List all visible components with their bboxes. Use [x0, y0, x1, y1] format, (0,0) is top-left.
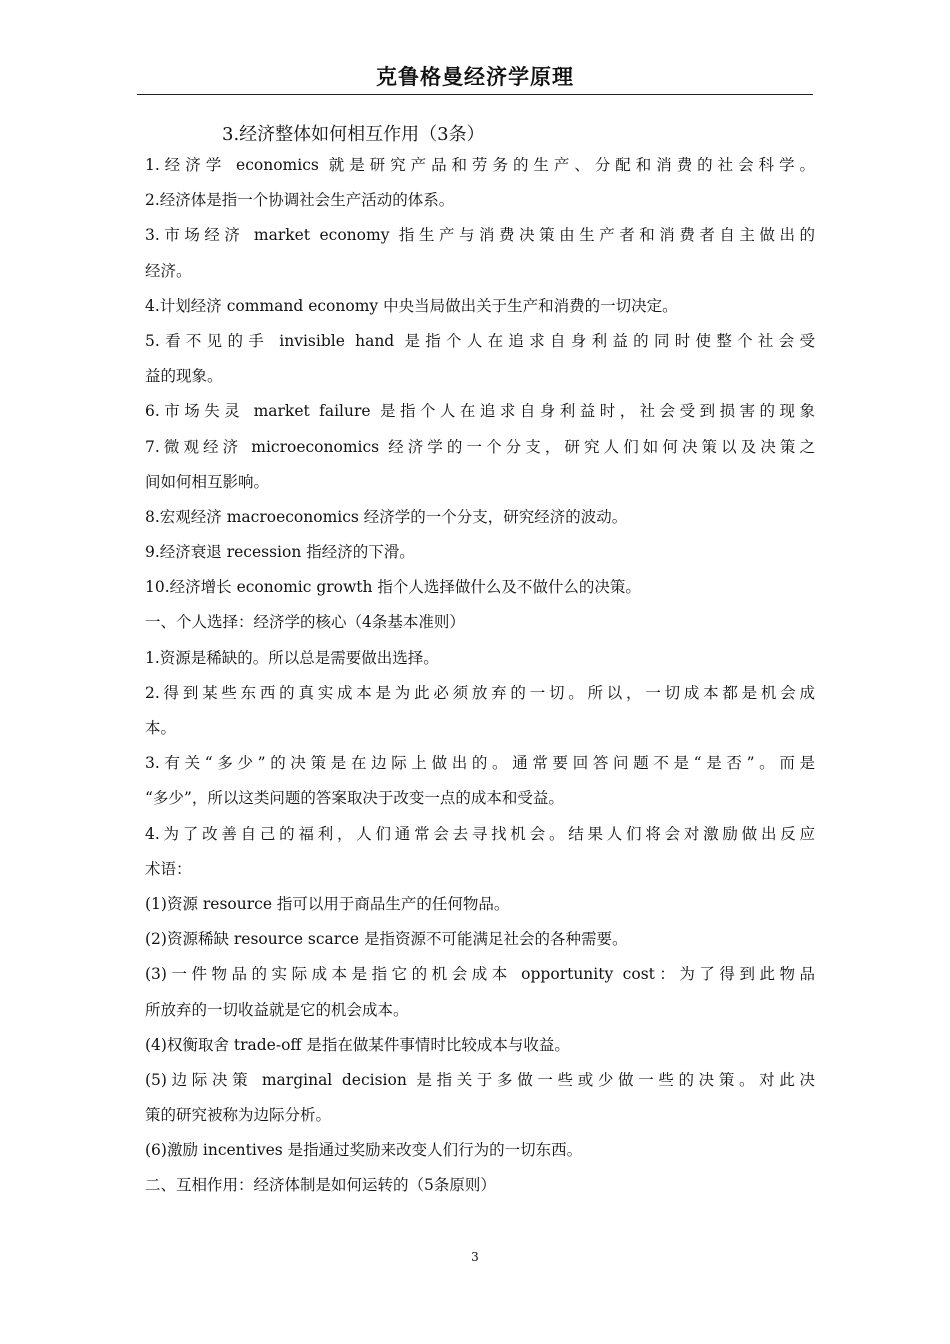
section-heading: 3.经济整体如何相互作用（3条） [222, 124, 485, 145]
document-body [145, 148, 815, 1204]
paragraph-line: 5.看不见的手 invisible hand 是指个人在追求自身利益的同时使整个社会受 [145, 331, 815, 350]
paragraph-line: 9.经济衰退 recession 指经济的下滑。 [145, 543, 415, 562]
paragraph-line: 间如何相互影响。 [145, 472, 270, 491]
paragraph-line: 2.经济体是指一个协调社会生产活动的体系。 [145, 191, 455, 210]
paragraph-line: 4.为了改善自己的福利，人们通常会去寻找机会。结果人们将会对激励做出反应 [145, 824, 815, 843]
paragraph-line: 10.经济增长 economic growth 指个人选择做什么及不做什么的决策。 [145, 578, 641, 597]
document-header-title: 克鲁格曼经济学原理 [376, 65, 574, 89]
paragraph-line: 所放弃的一切收益就是它的机会成本。 [145, 1000, 409, 1019]
paragraph-line: 7.微观经济 microeconomics 经济学的一个分支，研究人们如何决策以及决策之 [145, 437, 815, 456]
paragraph-line: (3)一件物品的实际成本是指它的机会成本 opportunity cost：为了得到此物品 [145, 965, 815, 984]
paragraph-line: 1.经济学 economics 就是研究产品和劳务的生产、分配和消费的社会科学。 [145, 156, 815, 174]
paragraph-line: 3.有关“多少”的决策是在边际上做出的。通常要回答问题不是“是否”。而是 [145, 754, 815, 773]
paragraph-line: 4.计划经济 command economy 中央当局做出关于生产和消费的一切决定。 [145, 296, 678, 315]
paragraph-line: 1.资源是稀缺的。所以总是需要做出选择。 [145, 648, 439, 667]
paragraph-line: 术语： [145, 859, 192, 878]
paragraph-line: (6)激励 incentives 是指通过奖励来改变人们行为的一切东西。 [145, 1141, 583, 1160]
paragraph-line: 6.市场失灵 market failure 是指个人在追求自身利益时，社会受到损害的现象 [145, 402, 815, 421]
paragraph-line: 策的研究被称为边际分析。 [145, 1106, 332, 1125]
paragraph-line: 益的现象。 [145, 367, 223, 386]
paragraph-line: 3.市场经济 market economy 指生产与消费决策由生产者和消费者自主做出的 [145, 226, 815, 245]
paragraph-line: “多少”，所以这类问题的答案取决于改变一点的成本和受益。 [145, 789, 564, 808]
page-number: 3 [471, 1250, 479, 1264]
paragraph-line: (5)边际决策 marginal decision 是指关于多做一些或少做一些的决策。对此决 [145, 1070, 815, 1089]
header-divider [137, 94, 813, 95]
paragraph-line: (4)权衡取舍 trade-off 是指在做某件事情时比较成本与收益。 [145, 1035, 570, 1054]
paragraph-line: 二、互相作用：经济体制是如何运转的（5条原则） [145, 1176, 496, 1195]
paragraph-line: (2)资源稀缺 resource scarce 是指资源不可能满足社会的各种需要。 [145, 930, 628, 949]
paragraph-line: 8.宏观经济 macroeconomics 经济学的一个分支，研究经济的波动。 [145, 507, 628, 526]
paragraph-line: 本。 [145, 719, 177, 737]
paragraph-line: (1)资源 resource 指可以用于商品生产的任何物品。 [145, 894, 510, 913]
paragraph-line: 经济。 [145, 261, 192, 280]
paragraph-line: 2.得到某些东西的真实成本是为此必须放弃的一切。所以，一切成本都是机会成 [145, 683, 815, 702]
paragraph-line: 一、个人选择：经济学的核心（4条基本准则） [145, 613, 465, 632]
